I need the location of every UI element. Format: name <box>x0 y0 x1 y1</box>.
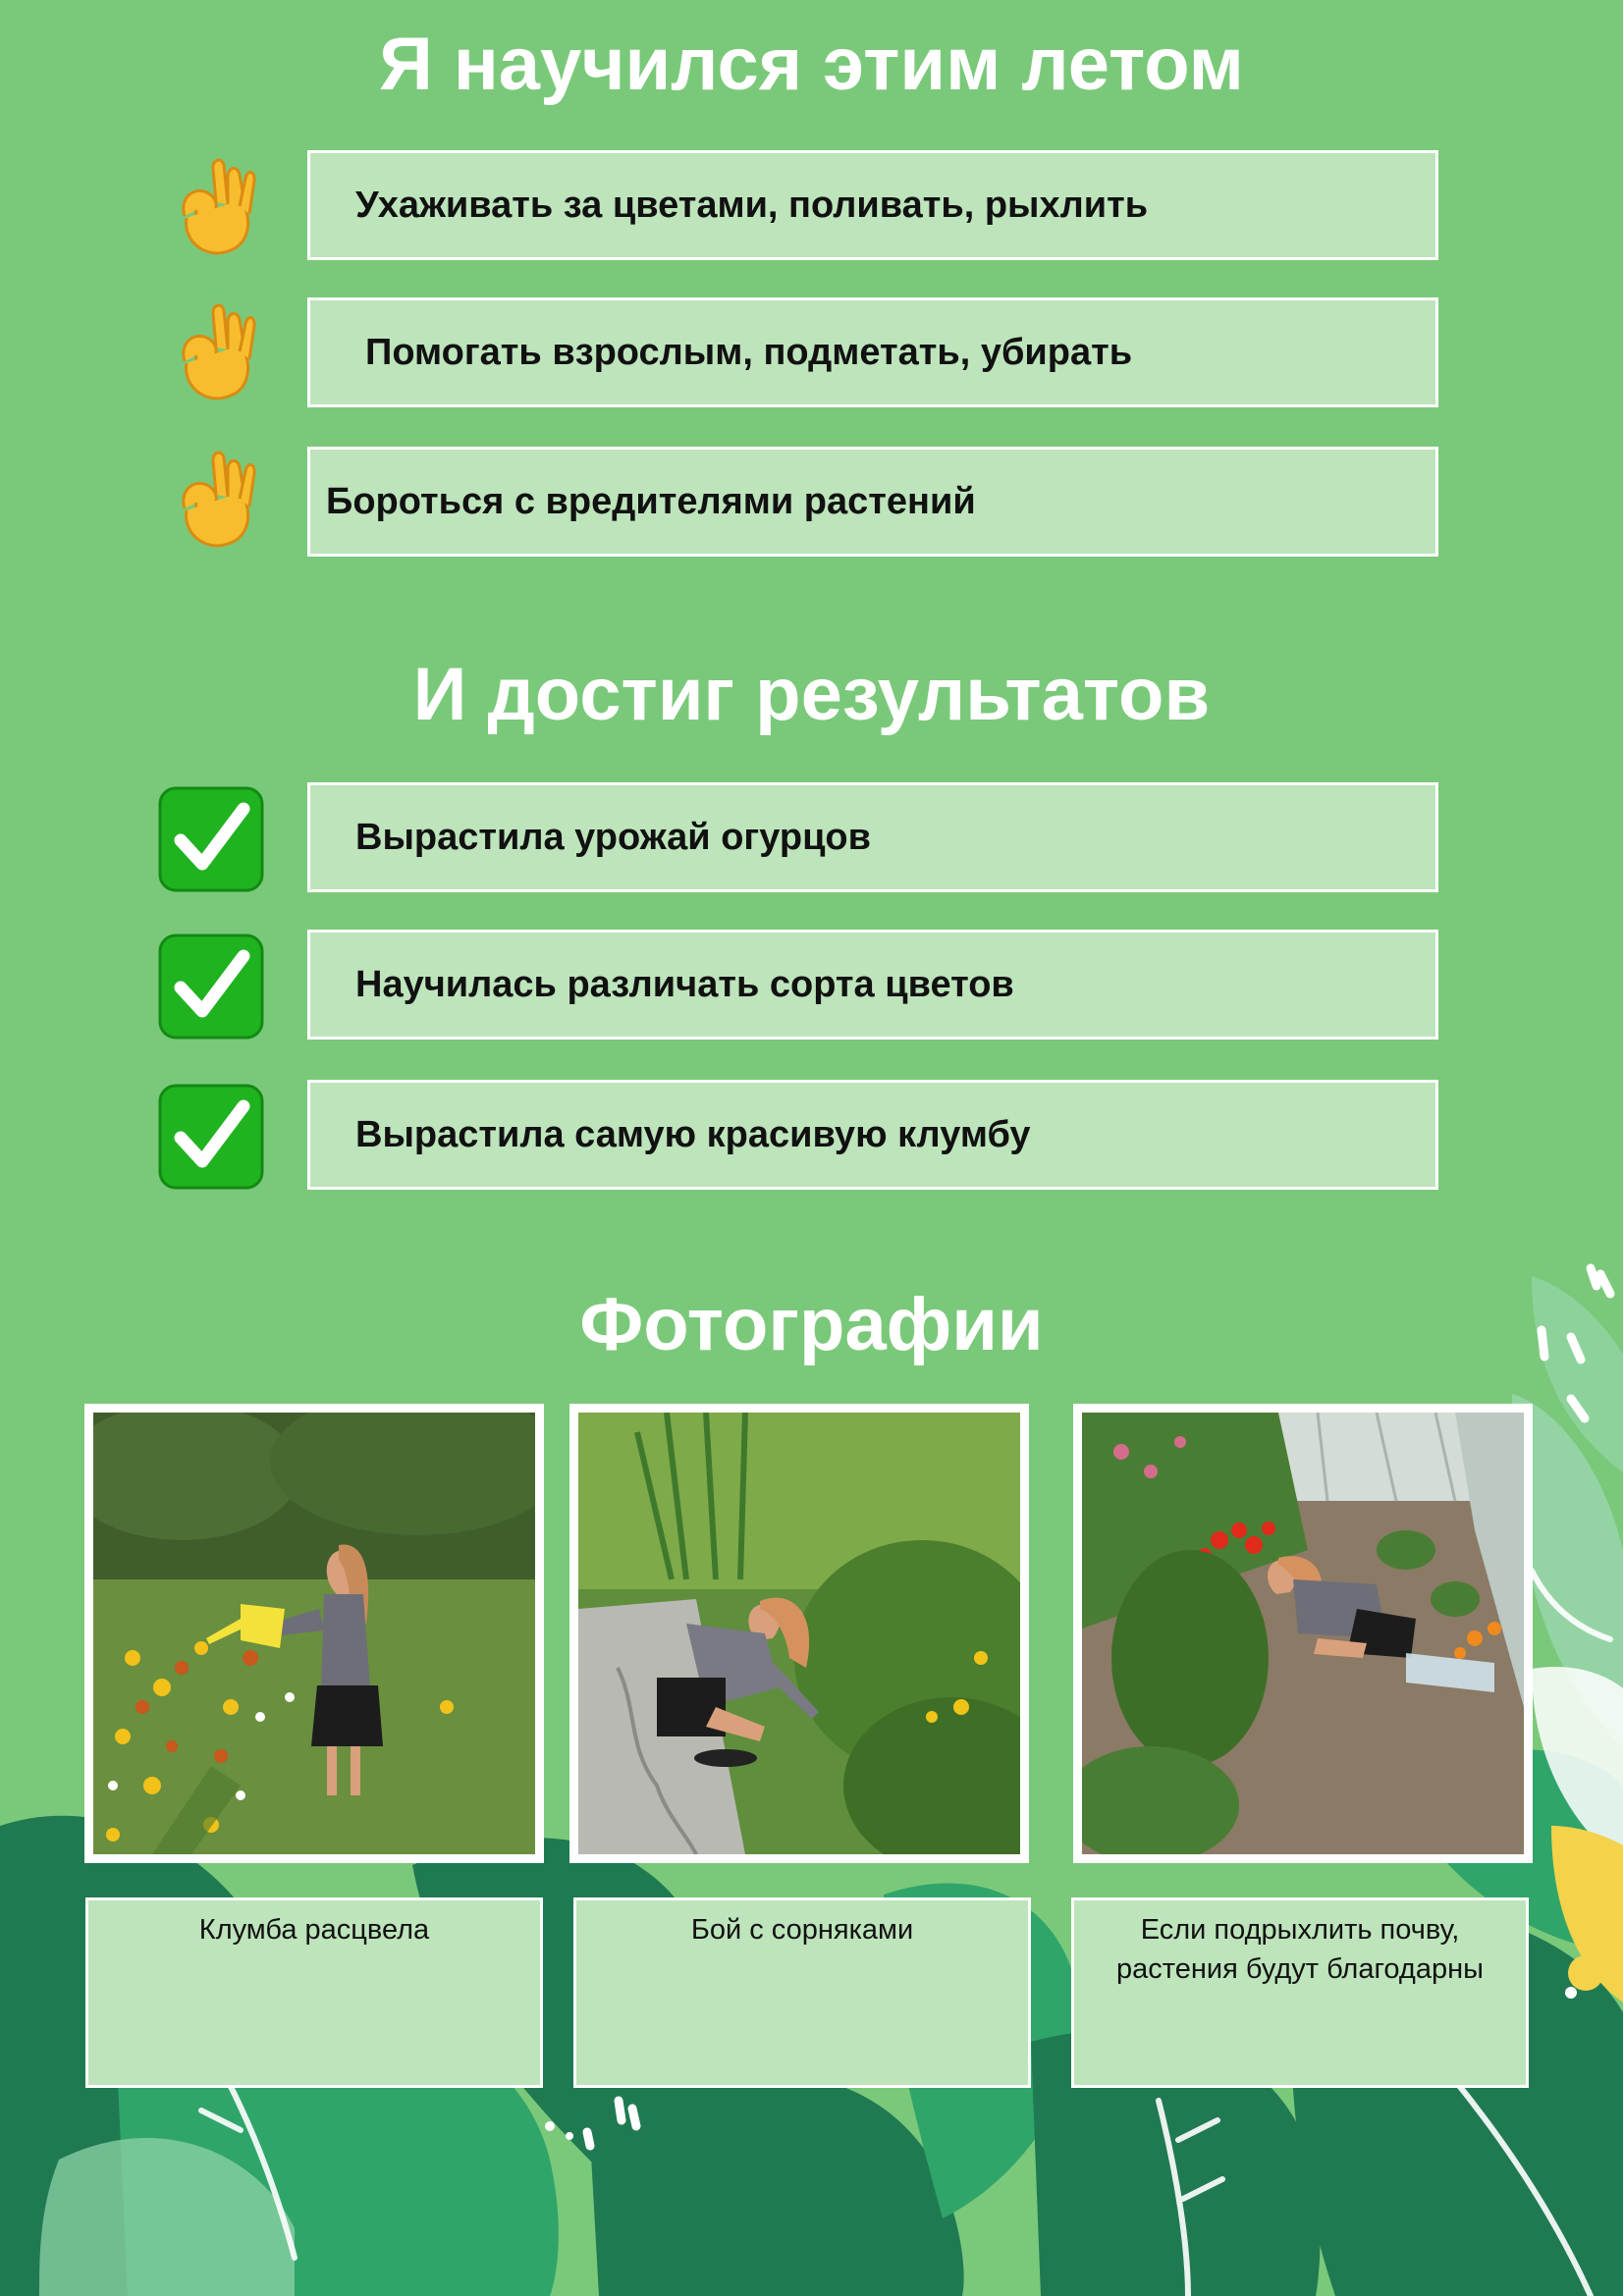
learned-item <box>307 447 1438 557</box>
check-mark-icon <box>157 933 265 1041</box>
photo-greenhouse <box>1073 1404 1533 1863</box>
ok-hand-icon <box>167 157 257 261</box>
heading-learned: Я научился этим летом <box>379 23 1244 106</box>
photo-caption-text: Бой с сорняками <box>690 1914 914 1946</box>
ok-hand-icon <box>167 450 257 554</box>
heading-photos: Фотографии <box>579 1283 1044 1366</box>
photo-weeding <box>569 1404 1029 1863</box>
result-item-text: Научилась различать сорта цветов <box>355 963 1014 1005</box>
photo-flower-bed <box>84 1404 544 1863</box>
result-item-text: Вырастила урожай огурцов <box>355 816 872 858</box>
photo-caption <box>85 1897 543 2088</box>
result-item <box>307 930 1438 1040</box>
photo-caption <box>1071 1897 1529 2088</box>
ok-hand-icon <box>167 302 257 406</box>
result-item-text: Вырастила самую красивую клумбу <box>355 1113 1031 1155</box>
result-item <box>307 1080 1438 1190</box>
check-mark-icon <box>157 785 265 893</box>
learned-item-text: Ухаживать за цветами, поливать, рыхлить <box>355 184 1149 226</box>
learned-item <box>307 150 1438 260</box>
photo-caption-text: Если подрыхлить почву, растения будут благодарны <box>1116 1914 1484 1986</box>
result-item <box>307 782 1438 892</box>
learned-item-text: Бороться с вредителями растений <box>326 480 976 522</box>
photo-caption <box>573 1897 1031 2088</box>
photo-caption-text: Клумба расцвела <box>198 1914 430 1946</box>
learned-item-text: Помогать взрослым, подметать, убирать <box>365 331 1133 373</box>
check-mark-icon <box>157 1083 265 1191</box>
learned-item <box>307 297 1438 407</box>
heading-results: И достиг результатов <box>412 653 1211 736</box>
